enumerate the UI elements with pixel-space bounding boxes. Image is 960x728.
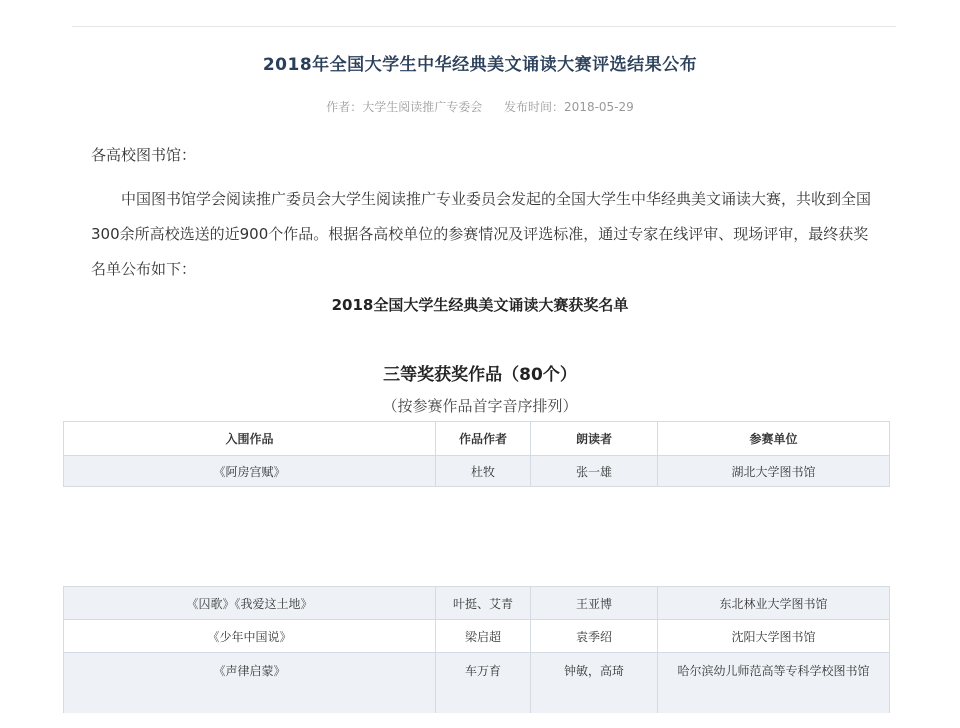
header-author: 作品作者 [436,422,531,456]
sort-note: （按参赛作品首字音序排列） [382,397,578,415]
table-row [64,653,890,714]
third-prize-title: 三等奖获奖作品（80个） [383,365,577,385]
article-title: 2018年全国大学生中华经典美文诵读大赛评选结果公布 [262,55,698,75]
top-divider [72,26,896,27]
cell-reader: 王亚博 [531,587,658,620]
cell-work: 《囚歌》《我爱这土地》 [64,587,436,620]
cell-unit: 东北林业大学图书馆 [658,587,890,620]
award-list-title: 2018全国大学生经典美文诵读大赛获奖名单 [331,296,629,314]
cell-author: 叶挺、艾青 [436,587,531,620]
results-table-continued [63,586,890,713]
article-meta [0,98,960,115]
header-work: 入围作品 [64,422,436,456]
header-unit: 参赛单位 [658,422,890,456]
header-reader: 朗读者 [531,422,658,456]
table-row [64,587,890,620]
article-date: 发布时间：2018-05-29 [504,100,634,114]
cell-author: 车万育 [436,653,531,714]
cell-author: 杜牧 [436,456,531,487]
cell-unit: 湖北大学图书馆 [658,456,890,487]
cell-work: 《声律启蒙》 [64,653,436,714]
cell-work: 《少年中国说》 [64,620,436,653]
cell-work: 《阿房宫赋》 [64,456,436,487]
article-author: 作者：大学生阅读推广专委会 [326,100,483,114]
cell-unit: 哈尔滨幼儿师范高等专科学校图书馆 [658,653,890,714]
table-header-row [64,422,890,456]
table-row [64,620,890,653]
results-table-top [63,421,890,487]
cell-reader: 张一雄 [531,456,658,487]
intro-paragraph: 中国图书馆学会阅读推广委员会大学生阅读推广专业委员会发起的全国大学生中华经典美文诵读大赛，共收到全国300余所高校选送的近900个作品。根据各高校单位的参赛情况及评选标准，通过专家在线评审、现场评审，最终获奖名单公布如下： [91,190,872,278]
salutation: 各高校图书馆： [91,146,197,164]
cell-unit: 沈阳大学图书馆 [658,620,890,653]
cell-reader: 钟敏，高琦 [531,653,658,714]
cell-author: 梁启超 [436,620,531,653]
cell-reader: 袁季绍 [531,620,658,653]
table-row [64,456,890,487]
